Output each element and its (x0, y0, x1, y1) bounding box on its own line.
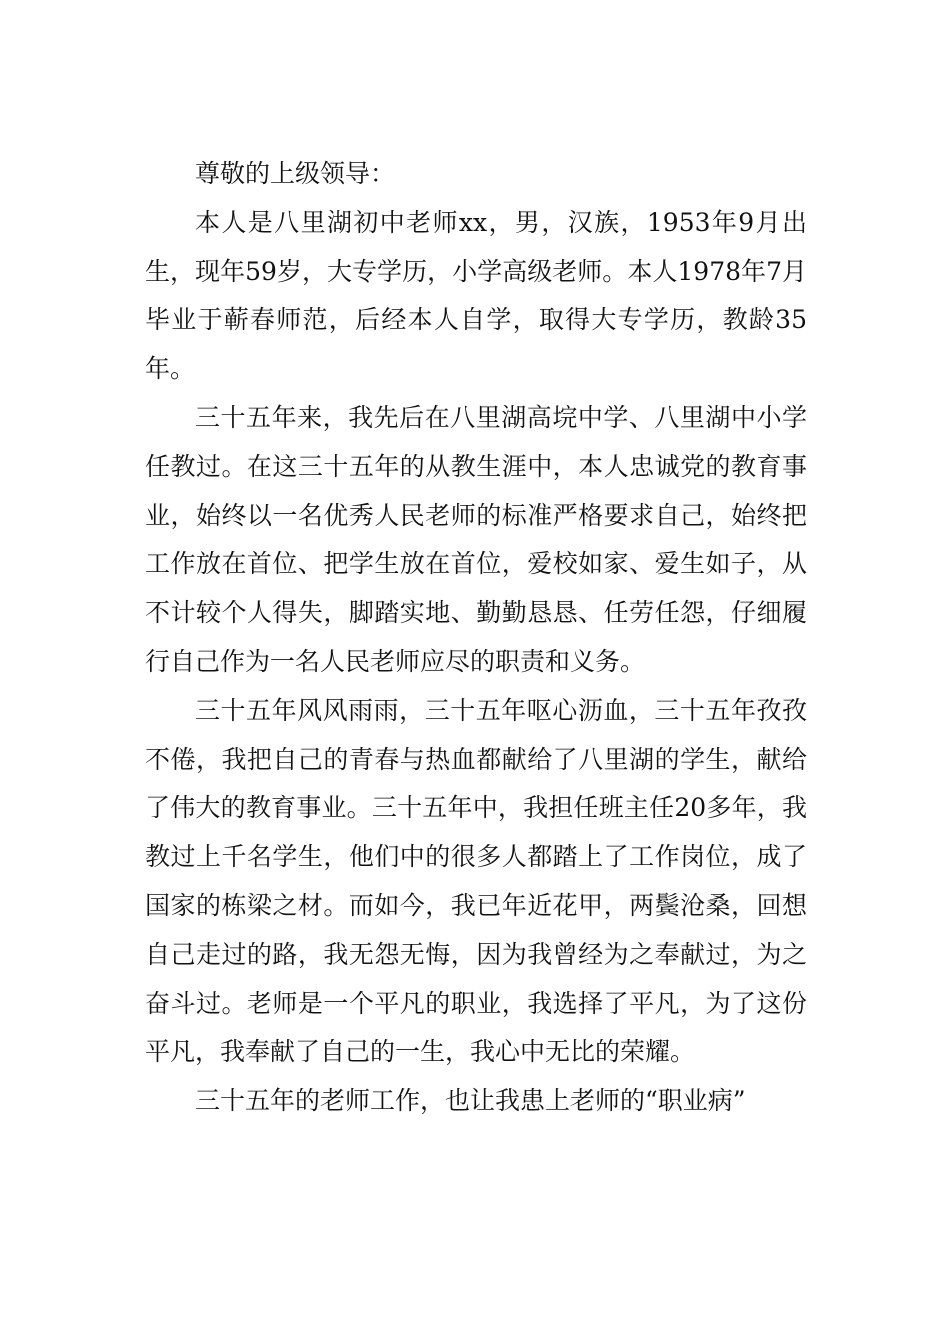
document-body (145, 150, 807, 1126)
paragraph-2: 三十五年来，我先后在八里湖高垸中学、八里湖中小学任教过。在这三十五年的从教生涯中，本人忠诚党的教育事业，始终以一名优秀人民老师的标准严格要求自己，始终把工作放在首位、把学生放在首位，爱校如家、爱生如子，从不计较个人得失，脚踏实地、勤勤恳恳、任劳任怨，仔细履行自己作为一名人民老师应尽的职责和义务。 (145, 402, 807, 676)
paragraph-4: 三十五年的老师工作，也让我患上老师的“职业病” (195, 1086, 746, 1116)
paragraph-1: 本人是八里湖初中老师xx，男，汉族，1953年9月出生，现年59岁，大专学历，小学高级老师。本人1978年7月毕业于蕲春师范，后经本人自学，取得大专学历，教龄35年。 (145, 207, 807, 384)
salutation: 尊敬的上级领导： (195, 159, 396, 188)
paragraph-3: 三十五年风风雨雨，三十五年呕心沥血，三十五年孜孜不倦，我把自己的青春与热血都献给了八里湖的学生，献给了伟大的教育事业。三十五年中，我担任班主任20多年，我教过上千名学生，他们中的很多人都踏上了工作岗位，成了国家的栋梁之材。而如今，我已年近花甲，两鬓沧桑，回想自己走过的路，我无怨无悔，因为我曾经为之奉献过，为之奋斗过。老师是一个平凡的职业，我选择了平凡，为了这份平凡，我奉献了自己的一生，我心中无比的荣耀。 (145, 695, 807, 1067)
